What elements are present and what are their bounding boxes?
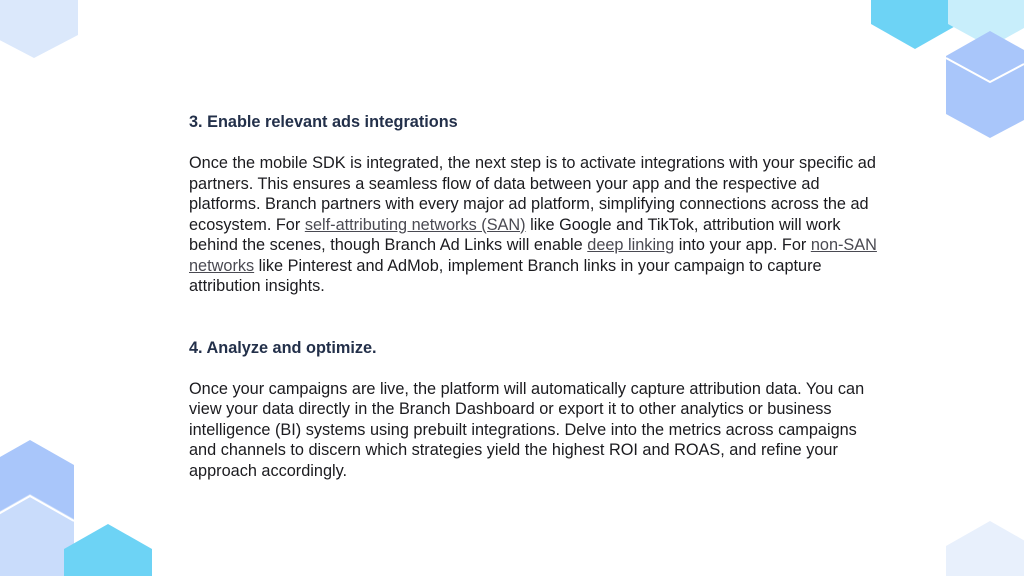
section-heading-enable-ads-integrations: 3. Enable relevant ads integrations [189, 113, 458, 131]
link-non-san-networks[interactable]: non-SAN networks [189, 236, 877, 275]
paragraph-text: like Google and TikTok, attribution will work behind the scenes, though Branch Ad Links will enable [189, 215, 841, 254]
link-deep-linking[interactable]: deep linking [587, 236, 675, 254]
paragraph-text: like Pinterest and AdMob, implement Branch links in your campaign to capture attribution insights. [189, 256, 822, 295]
paragraph-text: Once the mobile SDK is integrated, the next step is to activate integrations with your specific ad partners. This ensures a seamless flow of data between your app and the respective ad platforms. Branch partners with every major ad platform, simplifying connections across the ad ecosystem. For [189, 154, 876, 234]
link-self-attributing-networks[interactable]: self-attributing networks (SAN) [304, 215, 526, 234]
paragraph-text: into your app. For [674, 236, 811, 254]
hexagon-shape [0, 0, 78, 58]
section-paragraph-ads-integrations [189, 153, 879, 297]
article-content [189, 112, 879, 481]
section-paragraph-analyze-optimize: Once your campaigns are live, the platform will automatically capture attribution data. You can view your data directly in the Branch Dashboard or export it to other analytics or business intelligence (BI) systems using prebuilt integrations. Delve into the metrics across campaigns and channels to discern which strategies yield the highest ROI and ROAS, and refine your approach accordingly. [189, 379, 865, 480]
hexagon-shape [946, 521, 1024, 576]
hexagon-shape [871, 0, 959, 49]
hexagon-shape [946, 31, 1024, 138]
hexagon-shape [64, 524, 152, 576]
section-heading-analyze-optimize: 4. Analyze and optimize. [189, 338, 377, 357]
